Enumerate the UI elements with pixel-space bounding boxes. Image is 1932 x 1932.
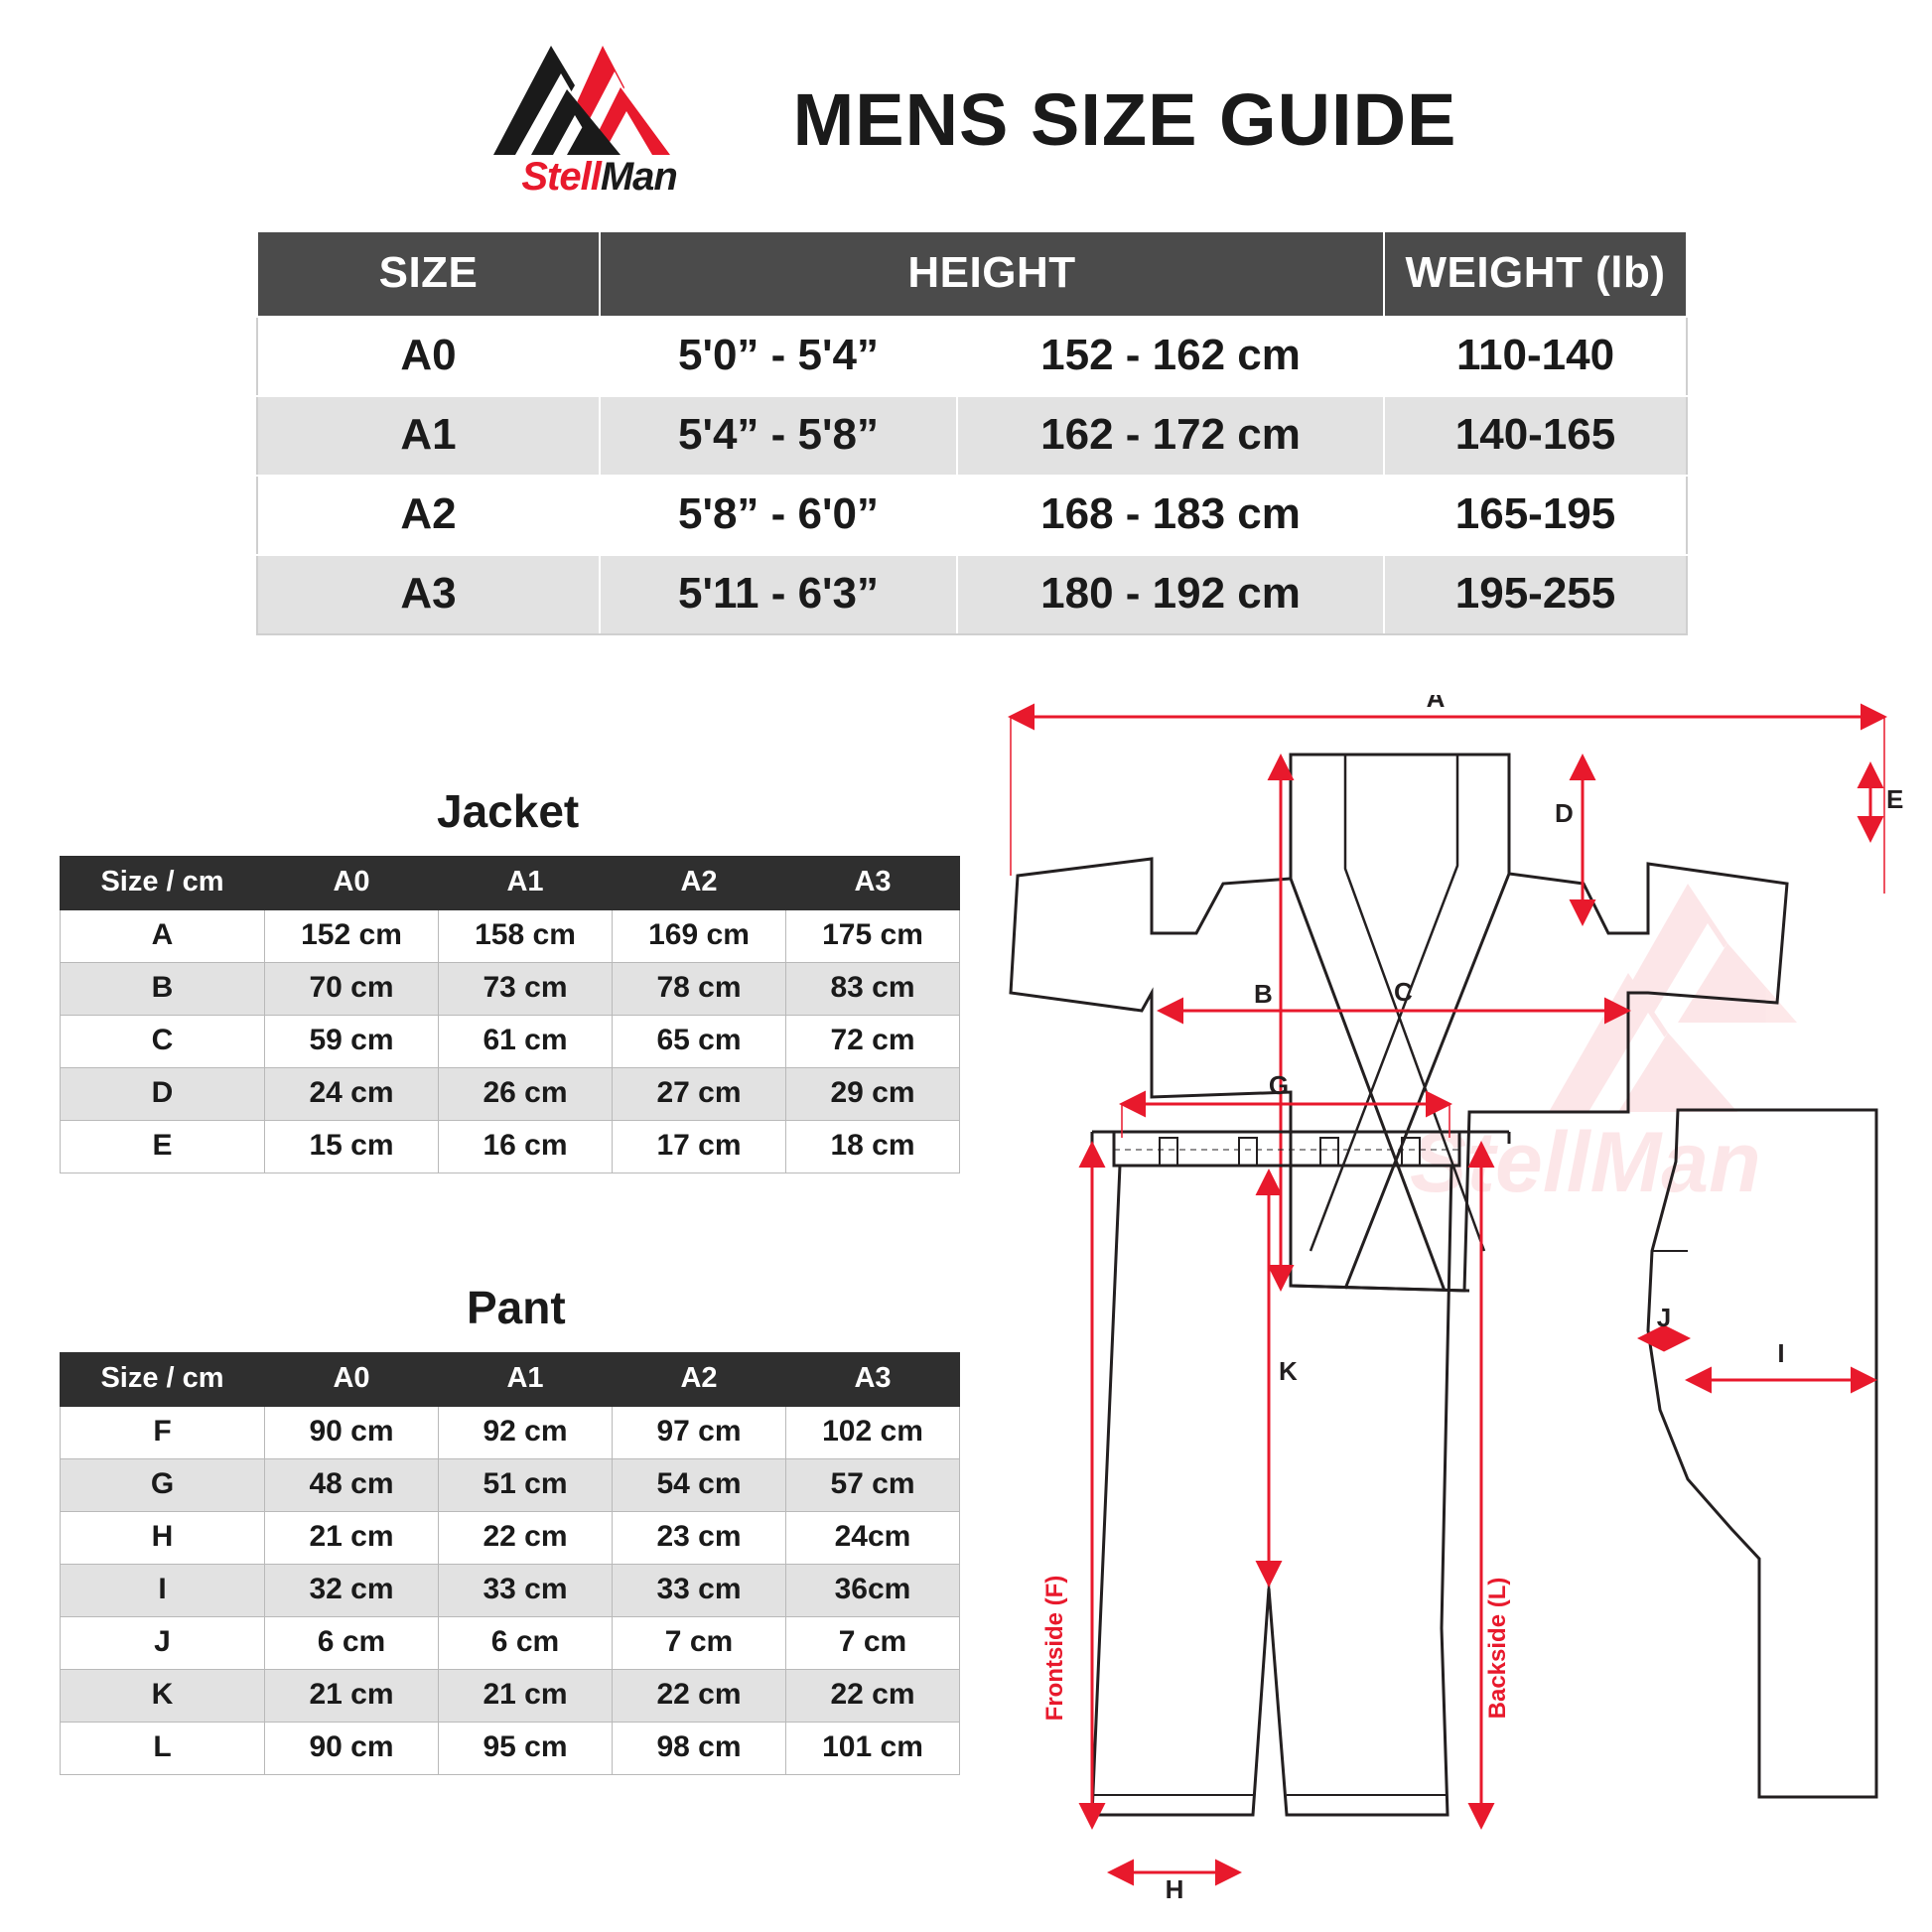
cell-a0: 24 cm: [265, 1068, 439, 1121]
label-J: J: [1656, 1303, 1672, 1332]
table-row: [61, 1512, 960, 1565]
cell-a3: 29 cm: [786, 1068, 960, 1121]
jacket-section-title: Jacket: [437, 785, 580, 837]
cell-a0: 21 cm: [265, 1512, 439, 1565]
column-header-a1: A1: [439, 857, 613, 910]
cell-a1: 6 cm: [439, 1617, 613, 1670]
cell-size: A0: [257, 317, 600, 396]
table-row: [61, 1068, 960, 1121]
cell-a0: 48 cm: [265, 1459, 439, 1512]
column-header-size-cm: Size / cm: [61, 1353, 265, 1407]
cell-a2: 33 cm: [613, 1565, 786, 1617]
column-header-a1: A1: [439, 1353, 613, 1407]
page-header: [0, 40, 1932, 199]
column-header-size-cm: Size / cm: [61, 857, 265, 910]
cell-height-cm: 168 - 183 cm: [957, 476, 1384, 555]
cell-weight: 110-140: [1384, 317, 1687, 396]
cell-key: I: [61, 1565, 265, 1617]
cell-size: A3: [257, 555, 600, 634]
table-row: [257, 476, 1687, 555]
table-row: [257, 317, 1687, 396]
cell-a3: 18 cm: [786, 1121, 960, 1173]
column-header-a3: A3: [786, 857, 960, 910]
brand-logo: [476, 38, 724, 202]
table-row: [61, 1723, 960, 1775]
label-E: E: [1886, 784, 1904, 814]
column-header-a2: A2: [613, 857, 786, 910]
cell-a3: 175 cm: [786, 910, 960, 963]
pant-side-diagram: [1640, 1110, 1876, 1797]
cell-key: D: [61, 1068, 265, 1121]
cell-key: B: [61, 963, 265, 1016]
cell-a2: 17 cm: [613, 1121, 786, 1173]
table-row: [61, 1670, 960, 1723]
cell-a3: 57 cm: [786, 1459, 960, 1512]
cell-key: A: [61, 910, 265, 963]
column-header-a2: A2: [613, 1353, 786, 1407]
column-header-weight: WEIGHT (lb): [1384, 231, 1687, 317]
cell-a2: 78 cm: [613, 963, 786, 1016]
cell-a3: 83 cm: [786, 963, 960, 1016]
garment-diagram-svg: [993, 695, 1916, 1906]
cell-a2: 97 cm: [613, 1407, 786, 1459]
label-H: H: [1165, 1874, 1184, 1904]
table-row: [61, 963, 960, 1016]
cell-key: H: [61, 1512, 265, 1565]
cell-a2: 65 cm: [613, 1016, 786, 1068]
table-header-row: [257, 231, 1687, 317]
table-row: [61, 1565, 960, 1617]
cell-a0: 32 cm: [265, 1565, 439, 1617]
cell-height-ft: 5'4” - 5'8”: [600, 396, 957, 476]
cell-a1: 22 cm: [439, 1512, 613, 1565]
table-row: [61, 910, 960, 963]
brand-name-part2: Man: [600, 154, 677, 199]
table-row: [61, 1121, 960, 1173]
cell-a0: 90 cm: [265, 1407, 439, 1459]
cell-a1: 73 cm: [439, 963, 613, 1016]
label-frontside: Frontside (F): [1041, 1575, 1068, 1722]
cell-key: C: [61, 1016, 265, 1068]
cell-key: L: [61, 1723, 265, 1775]
cell-a2: 22 cm: [613, 1670, 786, 1723]
table-row: [257, 555, 1687, 634]
jacket-measurements-table: [60, 856, 960, 1173]
column-header-height: HEIGHT: [600, 231, 1384, 317]
cell-a1: 33 cm: [439, 1565, 613, 1617]
cell-key: E: [61, 1121, 265, 1173]
brand-name-part1: Stell: [521, 154, 601, 199]
cell-height-ft: 5'11 - 6'3”: [600, 555, 957, 634]
svg-text:StellMan: StellMan: [1410, 1115, 1761, 1210]
label-A: A: [1426, 695, 1446, 713]
cell-a3: 7 cm: [786, 1617, 960, 1670]
cell-size: A1: [257, 396, 600, 476]
pant-section-title: Pant: [467, 1282, 566, 1333]
table-row: [61, 1016, 960, 1068]
column-header-size: SIZE: [257, 231, 600, 317]
table-header-row: [61, 857, 960, 910]
cell-a0: 15 cm: [265, 1121, 439, 1173]
cell-a2: 7 cm: [613, 1617, 786, 1670]
cell-a1: 158 cm: [439, 910, 613, 963]
label-C: C: [1394, 977, 1413, 1007]
cell-a2: 27 cm: [613, 1068, 786, 1121]
table-header-row: [61, 1353, 960, 1407]
cell-key: J: [61, 1617, 265, 1670]
brand-wordmark: [476, 155, 724, 200]
cell-a1: 95 cm: [439, 1723, 613, 1775]
cell-a3: 36cm: [786, 1565, 960, 1617]
cell-key: F: [61, 1407, 265, 1459]
label-D: D: [1555, 798, 1574, 828]
cell-a3: 72 cm: [786, 1016, 960, 1068]
column-header-a0: A0: [265, 1353, 439, 1407]
cell-weight: 140-165: [1384, 396, 1687, 476]
column-header-a0: A0: [265, 857, 439, 910]
cell-height-ft: 5'0” - 5'4”: [600, 317, 957, 396]
cell-a3: 22 cm: [786, 1670, 960, 1723]
cell-a0: 70 cm: [265, 963, 439, 1016]
cell-a0: 90 cm: [265, 1723, 439, 1775]
cell-a1: 21 cm: [439, 1670, 613, 1723]
pant-measurements-table: [60, 1352, 960, 1775]
column-header-a3: A3: [786, 1353, 960, 1407]
table-row: [257, 396, 1687, 476]
cell-a2: 98 cm: [613, 1723, 786, 1775]
page-title: MENS SIZE GUIDE: [792, 77, 1457, 161]
cell-a2: 23 cm: [613, 1512, 786, 1565]
cell-height-ft: 5'8” - 6'0”: [600, 476, 957, 555]
cell-height-cm: 162 - 172 cm: [957, 396, 1384, 476]
measurement-diagrams: [993, 695, 1916, 1906]
label-K: K: [1279, 1356, 1298, 1386]
label-G: G: [1268, 1070, 1290, 1100]
cell-a1: 51 cm: [439, 1459, 613, 1512]
size-chart-table: [256, 230, 1688, 635]
cell-weight: 195-255: [1384, 555, 1687, 634]
cell-a1: 16 cm: [439, 1121, 613, 1173]
cell-a0: 6 cm: [265, 1617, 439, 1670]
table-row: [61, 1459, 960, 1512]
table-row: [61, 1407, 960, 1459]
cell-a2: 54 cm: [613, 1459, 786, 1512]
label-backside: Backside (L): [1484, 1577, 1511, 1720]
cell-a2: 169 cm: [613, 910, 786, 963]
cell-a0: 152 cm: [265, 910, 439, 963]
cell-key: G: [61, 1459, 265, 1512]
cell-height-cm: 152 - 162 cm: [957, 317, 1384, 396]
cell-weight: 165-195: [1384, 476, 1687, 555]
cell-a3: 102 cm: [786, 1407, 960, 1459]
cell-size: A2: [257, 476, 600, 555]
table-row: [61, 1617, 960, 1670]
cell-a0: 59 cm: [265, 1016, 439, 1068]
cell-a3: 101 cm: [786, 1723, 960, 1775]
cell-key: K: [61, 1670, 265, 1723]
cell-a0: 21 cm: [265, 1670, 439, 1723]
cell-a3: 24cm: [786, 1512, 960, 1565]
cell-height-cm: 180 - 192 cm: [957, 555, 1384, 634]
cell-a1: 92 cm: [439, 1407, 613, 1459]
label-I: I: [1777, 1338, 1785, 1368]
label-B: B: [1254, 979, 1273, 1009]
cell-a1: 26 cm: [439, 1068, 613, 1121]
cell-a1: 61 cm: [439, 1016, 613, 1068]
